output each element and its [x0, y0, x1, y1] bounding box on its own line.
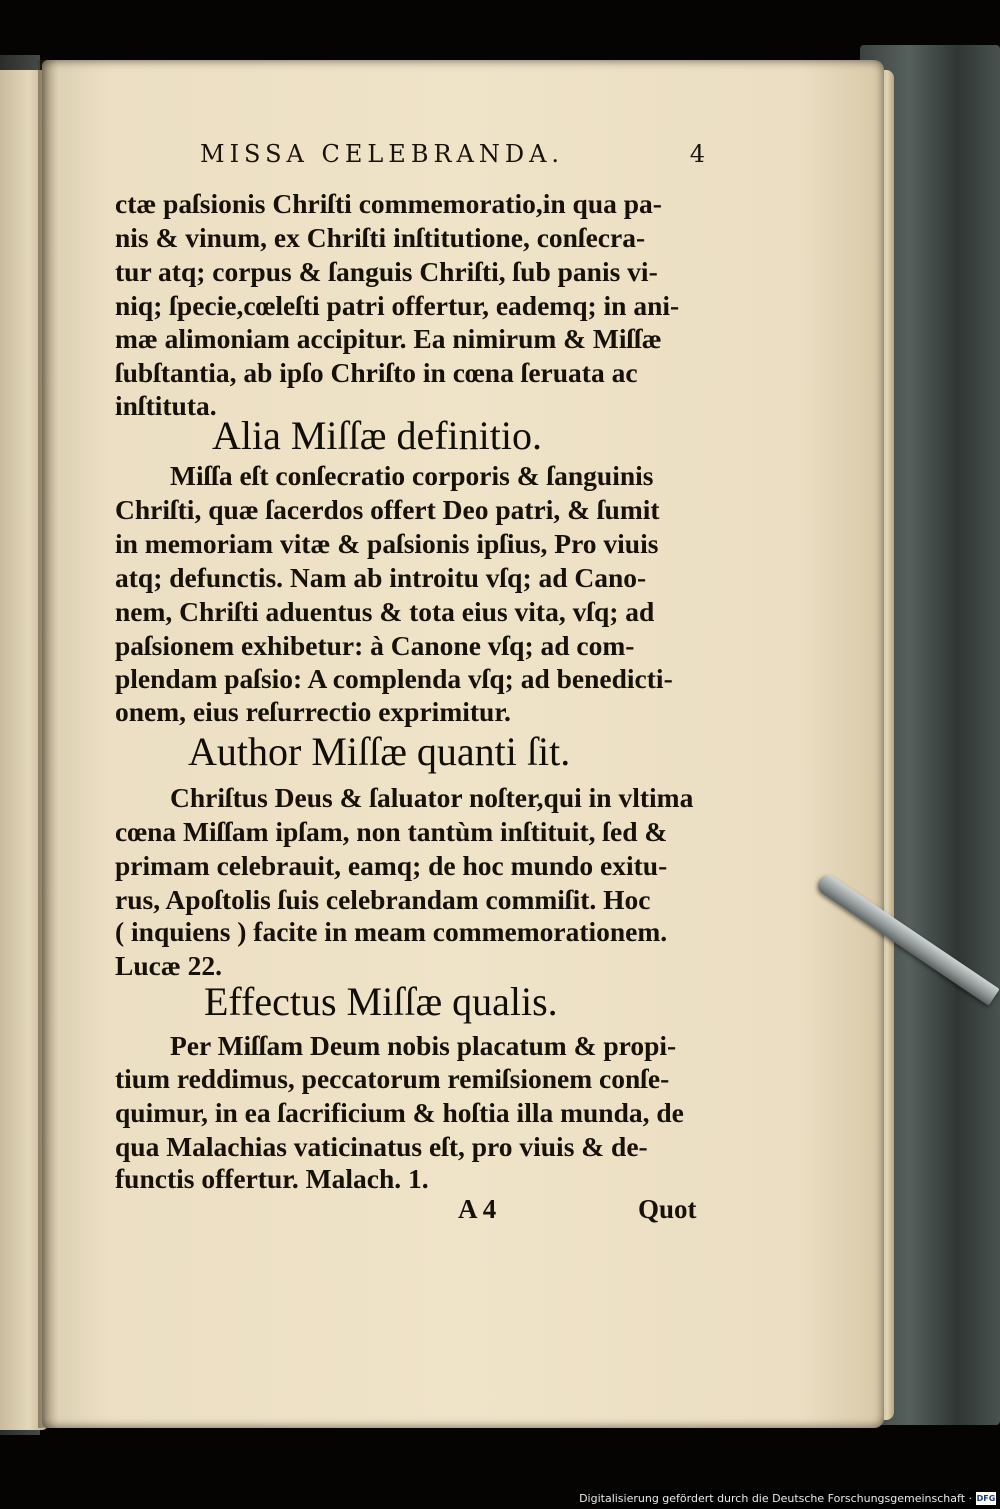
dfg-logo-icon: DFG [976, 1494, 996, 1503]
section-heading: Author Miſſæ quanti ſit. [188, 729, 571, 774]
text-line: inſtituta. [115, 390, 217, 421]
text-line: Chriſtus Deus & ſaluator noſter,qui in vltima [170, 782, 694, 813]
text-line: onem, eius reſurrectio exprimitur. [115, 696, 511, 727]
text-line: ſubſtantia, ab ipſo Chriſto in cœna ſeruata ac [115, 357, 638, 388]
section-heading: Alia Miſſæ definitio. [212, 413, 542, 458]
text-line: nis & vinum, ex Chriſti inſtitutione, conſecra- [115, 222, 646, 253]
text-line: paſsionem exhibetur: à Canone vſq; ad com- [115, 630, 635, 661]
text-line: mæ alimoniam accipitur. Ea nimirum & Miſſæ [115, 323, 662, 354]
folio-number: 4 [689, 140, 710, 168]
text-line: ctæ paſsionis Chriſti commemoratio,in qua pa- [115, 188, 662, 219]
text-line: cœna Miſſam ipſam, non tantùm inſtituit, ſed & [115, 816, 668, 847]
text-line: rus, Apoſtolis ſuis celebrandam commiſit. Hoc [115, 884, 651, 915]
text-line: in memoriam vitæ & paſsionis ipſius, Pro viuis [115, 528, 659, 559]
text-line: plendam paſsio: A complenda vſq; ad benedicti- [115, 663, 673, 694]
text-line: qua Malachias vaticinatus eſt, pro viuis & de- [115, 1131, 648, 1162]
text-line: functis offertur. Malach. 1. [115, 1163, 429, 1194]
text-line: Per Miſſam Deum nobis placatum & propi- [170, 1030, 677, 1061]
text-line: niq; ſpecie,cœleſti patri offertur, eademq; in ani- [115, 290, 680, 321]
text-line: Chriſti, quæ ſacerdos offert Deo patri, & ſumit [115, 494, 660, 525]
text-line: Miſſa eſt conſecratio corporis & ſanguinis [170, 460, 654, 491]
text-line: atq; defunctis. Nam ab introitu vſq; ad Cano- [115, 562, 647, 593]
section-heading: Effectus Miſſæ qualis. [204, 979, 558, 1024]
text-line: ( inquiens ) facite in meam commemorationem. [115, 916, 668, 947]
catchword: Quot [638, 1194, 697, 1224]
text-line: primam celebrauit, eamq; de hoc mundo exitu- [115, 850, 668, 881]
text-line: Lucæ 22. [115, 950, 222, 981]
gutter-shadow [38, 60, 58, 1428]
digitization-credit: Digitalisierung gefördert durch die Deutsche Forschungsgemeinschaft · [579, 1492, 972, 1505]
text-line: tur atq; corpus & ſanguis Chriſti, ſub panis vi- [115, 256, 658, 287]
text-line: nem, Chriſti aduentus & tota eius vita, vſq; ad [115, 596, 655, 627]
running-head-title: MISSA CELEBRANDA. [200, 140, 565, 168]
text-line: quimur, in ea ſacrificium & hoſtia illa munda, de [115, 1097, 684, 1128]
text-line: tium reddimus, peccatorum remiſsionem conſe- [115, 1063, 670, 1094]
signature-mark: A 4 [458, 1194, 497, 1224]
